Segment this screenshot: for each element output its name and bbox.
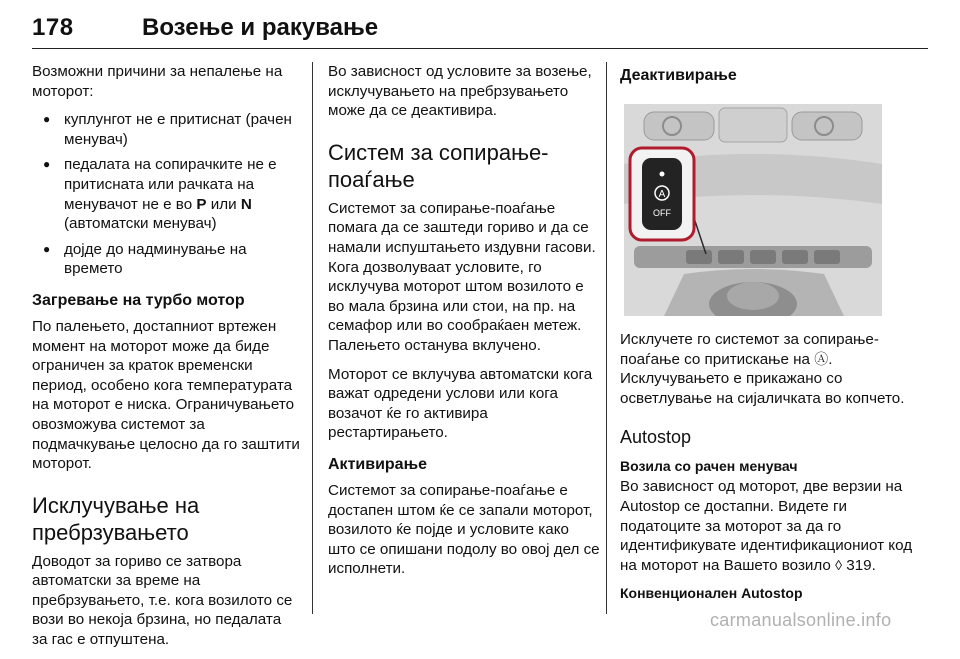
turbo-heading: Загревање на турбо мотор xyxy=(32,291,245,309)
intro-text: Возможни причини за непалење на моторот: xyxy=(32,63,283,100)
svg-text:A: A xyxy=(658,189,666,200)
stop-start-text-2: Моторот се вклучува автоматски кога важат одредени услови или кога возачот ќе го активира рестартирањето. xyxy=(328,365,593,442)
autostop-heading: Autostop xyxy=(620,427,692,448)
column-3 xyxy=(620,62,920,604)
column-divider xyxy=(312,62,313,614)
cutoff-continued-text: Во зависност од условите за возење, исклучувањето на пребрзувањето може да се деактивира. xyxy=(328,63,592,120)
column-divider xyxy=(606,62,607,614)
manual-transmission-text: Во зависност од моторот, две верзии на Autostop се достапни. Видете ги податоците за моторот за да го идентификувате идентификациониот код на моторот на Вашето возило ◊ 319. xyxy=(620,478,913,574)
deactivate-text: Исклучете го системот за сопирање-поаѓање со притискање на Ⓐ. Исклучувањето е прикажано со осветлување на сијаличката во копчето. xyxy=(620,331,905,407)
activate-heading: Активирање xyxy=(328,455,427,473)
causes-list xyxy=(32,110,300,279)
cutoff-text: Доводот за гориво се затвора автоматски за време на пребрзувањето, т.е. кога возилото се вози во некоја брзина, но педалата за гас е отпуштена. xyxy=(32,552,293,649)
manual-transmission-heading: Возила со рачен менувач xyxy=(620,458,798,475)
deactivate-heading: Деактивирање xyxy=(620,67,737,84)
button-off-label: OFF xyxy=(653,208,671,218)
stop-start-text-1: Системот за сопирање-поаѓање помага да се заштеди гориво и да се намали испуштањето издувни гасови. Кога дозволуваат условите, го исклучува моторот штом возилото е во мала брзина или стои, на пр. на семафор или во сообраќаен метеж. Палењето останува вклучено. xyxy=(328,199,596,354)
list-item: ● педалата на сопирачките не е притисната или рачката на менувачот не е во P или N (автоматски менувач) xyxy=(32,155,300,233)
cutoff-heading: Исклучување на пребрзувањето xyxy=(32,492,200,545)
page-title: Возење и ракување xyxy=(142,14,379,41)
dashboard-button-illustration xyxy=(624,104,882,316)
turbo-text: По палењето, достапниот вртежен момент на моторот може да биде ограничен за краток временски период, особено кога температурата на моторот е ниска. Ограничувањето овозможува системот за подмачкување целосно да го заштити моторот. xyxy=(32,317,300,473)
list-item: ● куплунгот не е притиснат (рачен менувач) xyxy=(32,110,300,149)
column-2 xyxy=(328,62,600,588)
autostop-off-icon: Ⓐ xyxy=(814,350,829,367)
page-number: 178 xyxy=(32,14,74,41)
stop-start-heading: Систем за сопирање-поаѓање xyxy=(328,139,549,192)
watermark: carmanualsonline.info xyxy=(710,610,892,630)
list-item: ● дојде до надминување на времето xyxy=(32,240,300,279)
gear-p: P xyxy=(196,195,207,213)
activate-text: Системот за сопирање-поаѓање е достапен штом ќе се запали моторот, возилото ќе појде и условите како што се опишани подолу во овој дел се исполнети. xyxy=(328,481,600,578)
page-ref-arrow-icon: ◊ xyxy=(835,556,843,573)
page-reference[interactable]: 319. xyxy=(846,556,876,574)
page-header xyxy=(32,14,928,52)
gear-n: N xyxy=(240,195,252,213)
conventional-autostop-heading: Конвенционален Autostop xyxy=(620,585,803,602)
header-divider xyxy=(32,48,928,49)
column-1 xyxy=(32,62,300,659)
